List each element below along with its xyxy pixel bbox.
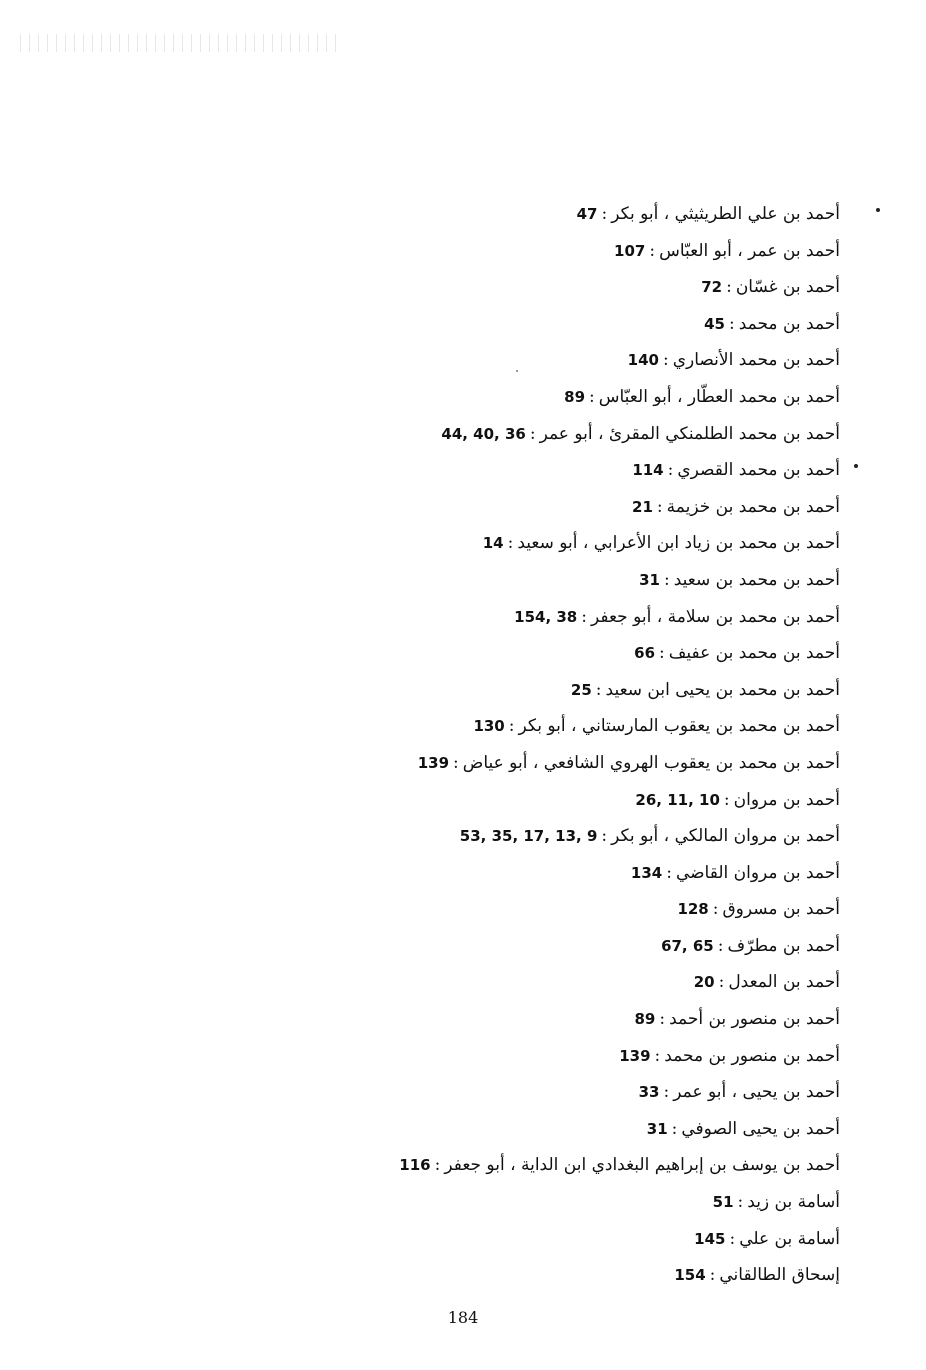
entry-pages: 116: [399, 1156, 431, 1175]
entry-pages: 20: [693, 973, 715, 992]
index-entry: [280, 416, 840, 453]
entry-name: أحمد بن محمد بن يعقوب الهروي الشافعي ، أبو عياض: [462, 752, 840, 773]
entry-name: إسحاق الطالقاني: [719, 1265, 840, 1286]
index-entry: [280, 635, 840, 672]
entry-separator: :: [723, 789, 730, 810]
entry-pages: 25: [570, 680, 592, 699]
entry-name: أحمد بن عمر ، أبو العبّاس: [659, 240, 840, 261]
entry-name: أحمد بن محمد القصري: [677, 460, 840, 481]
index-entry: [280, 269, 840, 306]
entry-pages: 128: [677, 900, 709, 919]
entry-pages: 31: [639, 570, 660, 589]
entry-name: أحمد بن محمد: [738, 313, 840, 334]
index-entry: [280, 818, 840, 855]
entry-separator: :: [659, 643, 665, 664]
index-entry: [280, 342, 840, 379]
entry-separator: :: [649, 240, 656, 261]
entry-name: أحمد بن مسروق: [722, 899, 840, 920]
entry-pages: 44, 40, 36: [441, 424, 526, 443]
index-entry: [280, 708, 840, 745]
entry-separator: :: [659, 1009, 666, 1030]
scan-noise: [20, 34, 340, 52]
entry-pages: 139: [417, 753, 450, 772]
index-entry: [280, 782, 840, 819]
entry-separator: :: [712, 899, 719, 920]
entry-pages: 145: [694, 1229, 726, 1248]
entry-pages: 134: [630, 863, 663, 882]
entry-name: أحمد بن مروان: [733, 789, 840, 810]
index-entry: [280, 964, 840, 1001]
entry-pages: 31: [646, 1119, 668, 1138]
entry-name: أحمد بن محمد بن خزيمة: [666, 496, 840, 517]
entry-pages: 140: [627, 351, 659, 370]
index-entry: [280, 1038, 840, 1075]
entry-separator: :: [601, 826, 608, 847]
entry-separator: :: [434, 1155, 441, 1176]
entry-name: أحمد بن محمد الأنصاري: [672, 350, 840, 371]
entry-pages: 21: [632, 497, 653, 516]
entry-pages: 67, 65: [661, 936, 714, 955]
index-entry: [280, 1111, 840, 1148]
entry-pages: 130: [473, 717, 505, 736]
entry-name: أحمد بن غسّان: [735, 277, 840, 298]
entry-pages: 154: [674, 1266, 706, 1285]
page-number: 184: [447, 1308, 479, 1327]
entry-separator: :: [601, 204, 608, 224]
index-entry: [280, 928, 840, 965]
index-entry: [280, 525, 840, 562]
entry-name: أحمد بن علي الطريثيثي ، أبو بكر: [611, 204, 840, 224]
index-entry: [280, 1074, 840, 1111]
entry-separator: :: [529, 423, 536, 444]
entry-name: أحمد بن محمد بن سلامة ، أبو جعفر: [590, 606, 840, 627]
index-entry: [280, 672, 840, 709]
index-entry: [280, 855, 840, 892]
index-entry: [280, 489, 840, 526]
entry-pages: 47: [576, 205, 598, 223]
index-entry: [280, 1221, 840, 1258]
entry-separator: :: [718, 972, 725, 993]
entry-name: أحمد بن مروان المالكي ، أبو بكر: [611, 826, 840, 847]
index-entry: [280, 233, 840, 270]
entry-name: أحمد بن مطرّف: [727, 935, 840, 956]
index-entry: [280, 1257, 840, 1294]
entry-separator: :: [595, 679, 602, 700]
entry-name: أحمد بن محمد بن عفيف: [668, 643, 840, 664]
index-entry: [280, 379, 840, 416]
index-entry: [280, 306, 840, 343]
index-entry: [280, 1001, 840, 1038]
entry-separator: :: [663, 1082, 670, 1103]
entry-pages: 89: [634, 1010, 656, 1029]
entry-pages: 66: [634, 644, 656, 663]
entry-name: أحمد بن مروان القاضي: [675, 862, 840, 883]
entry-name: أحمد بن محمد بن سعيد: [673, 569, 840, 590]
entry-name: أحمد بن محمد بن زياد ابن الأعرابي ، أبو سعيد: [517, 533, 840, 554]
entry-name: أحمد بن محمد الطلمنكي المقرئ ، أبو عمر: [539, 423, 840, 444]
entry-pages: 114: [632, 461, 664, 480]
entry-name: أحمد بن يحيى الصوفي: [681, 1118, 840, 1139]
entry-name: أحمد بن يحيى ، أبو عمر: [673, 1082, 840, 1103]
entry-separator: :: [667, 460, 674, 481]
index-entry: [280, 891, 840, 928]
index-list: [280, 196, 840, 1294]
entry-name: أحمد بن منصور بن محمد: [664, 1045, 840, 1066]
entry-separator: :: [726, 277, 732, 298]
entry-name: أسامة بن علي: [739, 1228, 840, 1249]
entry-separator: :: [717, 935, 724, 956]
index-entry: [280, 196, 840, 233]
entry-pages: 45: [704, 314, 725, 333]
entry-pages: 107: [614, 241, 646, 260]
index-entry: [280, 1147, 840, 1184]
index-entry: [280, 562, 840, 599]
entry-separator: :: [507, 533, 514, 554]
entry-pages: 26, 11, 10: [635, 790, 720, 809]
entry-name: أحمد بن محمد بن يعقوب المارستاني ، أبو بكر: [518, 716, 840, 737]
entry-name: أحمد بن يوسف بن إبراهيم البغدادي ابن الداية ، أبو جعفر: [444, 1155, 840, 1176]
entry-pages: 51: [712, 1193, 734, 1212]
entry-separator: :: [589, 386, 595, 407]
index-entry: [280, 599, 840, 636]
entry-pages: 53, 35, 17, 13, 9: [459, 827, 598, 846]
index-entry: [280, 745, 840, 782]
entry-separator: :: [453, 752, 459, 773]
margin-dot: [876, 208, 880, 212]
entry-separator: :: [662, 350, 669, 371]
entry-name: أسامة بن زيد: [747, 1192, 840, 1213]
entry-separator: :: [663, 569, 670, 590]
entry-name: أحمد بن المعدل: [728, 972, 840, 993]
entry-pages: 14: [482, 534, 504, 553]
entry-separator: :: [728, 313, 735, 334]
entry-pages: 72: [701, 278, 723, 297]
entry-separator: :: [729, 1228, 736, 1249]
entry-separator: :: [709, 1265, 716, 1286]
entry-pages: 154, 38: [514, 607, 578, 626]
margin-dot: [854, 464, 858, 468]
entry-pages: 89: [564, 387, 586, 406]
entry-name: أحمد بن محمد العطّار ، أبو العبّاس: [598, 386, 840, 407]
entry-separator: :: [581, 606, 587, 627]
entry-separator: :: [656, 496, 663, 517]
entry-pages: 33: [638, 1083, 660, 1102]
entry-separator: :: [737, 1192, 744, 1213]
entry-name: أحمد بن منصور بن أحمد: [669, 1009, 840, 1030]
index-entry: [280, 452, 840, 489]
entry-separator: :: [671, 1118, 678, 1139]
index-entry: [280, 1184, 840, 1221]
entry-pages: 139: [619, 1046, 651, 1065]
entry-name: أحمد بن محمد بن يحيى ابن سعيد: [605, 679, 840, 700]
entry-separator: :: [508, 716, 515, 737]
entry-separator: :: [666, 862, 672, 883]
entry-separator: :: [654, 1045, 661, 1066]
